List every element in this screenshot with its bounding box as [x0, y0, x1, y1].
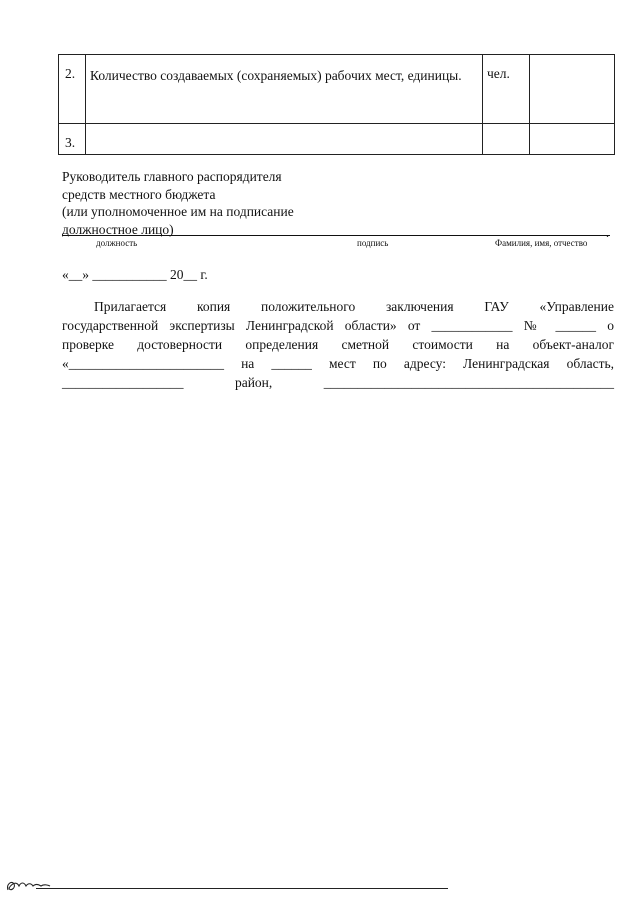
- signatory-line: Руководитель главного распорядителя: [62, 169, 282, 184]
- paragraph-line: __________________ район, ___________________________________________: [62, 375, 614, 390]
- attachment-paragraph: [62, 297, 614, 392]
- caption-position: должность: [96, 238, 138, 248]
- table-row: [59, 55, 615, 124]
- row-value: [530, 124, 614, 135]
- paragraph-line: Прилагается копия положительного заключения ГАУ «Управление: [94, 299, 614, 314]
- page-bottom-rule: [36, 888, 448, 889]
- signatory-line: (или уполномоченное им на подписание: [62, 204, 294, 219]
- signature-end-mark: .: [606, 226, 609, 240]
- caption-full-name: Фамилия, имя, отчество: [495, 238, 588, 248]
- row-indicator-name: Количество создаваемых (сохраняемых) рабочих мест, единицы.: [90, 68, 462, 83]
- date-line: «__» ___________ 20__ г.: [62, 267, 208, 282]
- signatory-block: [62, 168, 294, 238]
- row-unit: чел.: [487, 66, 510, 81]
- row-indicator-name: [86, 124, 482, 135]
- signature-rule: [62, 235, 610, 236]
- row-unit: [483, 124, 529, 135]
- indicators-table: [58, 54, 615, 155]
- signatory-line: средств местного бюджета: [62, 186, 216, 202]
- paragraph-line: государственной экспертизы Ленинградской области» от ____________ № ______ о: [62, 318, 614, 333]
- signatory-line: должностное лицо): [62, 221, 174, 237]
- row-number: 3.: [65, 135, 76, 150]
- table-row: [59, 124, 615, 155]
- row-value: [530, 55, 614, 66]
- row-number: 2.: [65, 66, 76, 81]
- initials-signature: [4, 874, 52, 896]
- paragraph-line: проверке достоверности определения сметной стоимости на объект-аналог: [62, 337, 614, 352]
- paragraph-line: «_______________________ на ______ мест по адресу: Ленинградская область,: [62, 356, 614, 371]
- caption-signature: подпись: [357, 238, 389, 248]
